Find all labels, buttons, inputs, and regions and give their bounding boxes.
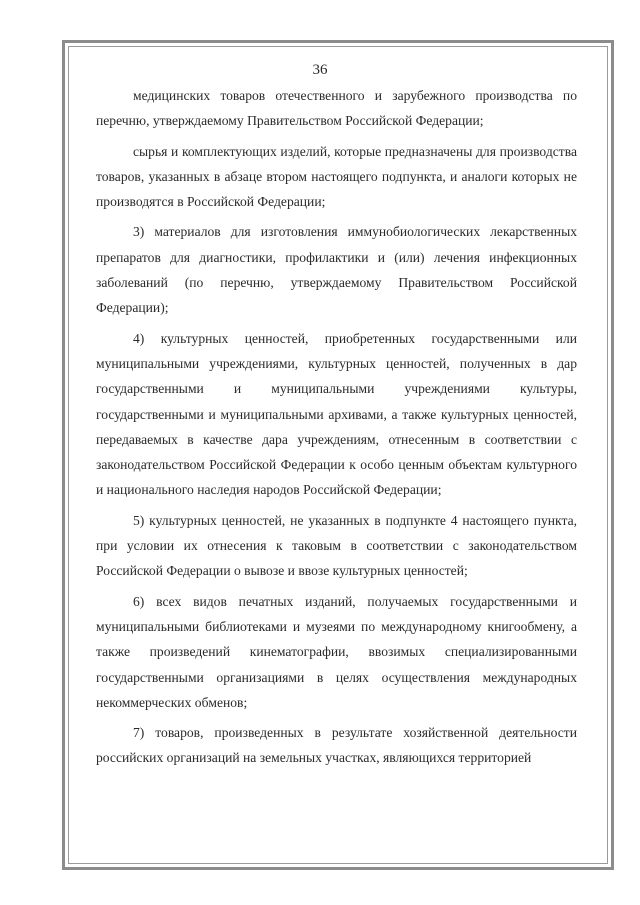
paragraph-2: сырья и комплектующих изделий, которые предназначены для производства товаров, указанных в абзаце втором настоящего подпункта, и аналоги которых не производятся в Российской Федерации; xyxy=(96,143,577,210)
page-number: 36 xyxy=(312,62,328,78)
paragraph-3: 3) материалов для изготовления иммунобиологических лекарственных препаратов для диагностики, профилактики и (или) лечения инфекционных заболеваний (по перечню, утверждаемому Правительством Российской Федерации); xyxy=(96,224,577,316)
paragraph-1: медицинских товаров отечественного и зарубежного производства по перечню, утверждаемому Правительством Российской Федерации; xyxy=(96,88,577,129)
document-body xyxy=(96,83,577,771)
paragraph-4: 4) культурных ценностей, приобретенных государственными или муниципальными учреждениями, культурных ценностей, полученных в дар государственными и муниципальными учреждениями культуры, государственными и муниципальными архивами, а также культурных ценностей, передаваемых в качестве дара учреждениям, отнесенным в соответствии с законодательством Российской Федерации к особо ценным объектам культурного и национального наследия народов Российской Федерации; xyxy=(96,330,577,498)
paragraph-7: 7) товаров, произведенных в результате хозяйственной деятельности российских организаций на земельных участках, являющихся территорией xyxy=(96,725,577,766)
paragraph-5: 5) культурных ценностей, не указанных в подпункте 4 настоящего пункта, при условии их отнесения к таковым в соответствии с законодательством Российской Федерации о вывозе и ввозе культурных ценностей; xyxy=(96,512,577,579)
paragraph-6: 6) всех видов печатных изданий, получаемых государственными и муниципальными библиотеками и музеями по международному книгообмену, а также произведений кинематографии, ввозимых специализированными государственными организациями в целях осуществления международных некоммерческих обменов; xyxy=(96,593,577,710)
